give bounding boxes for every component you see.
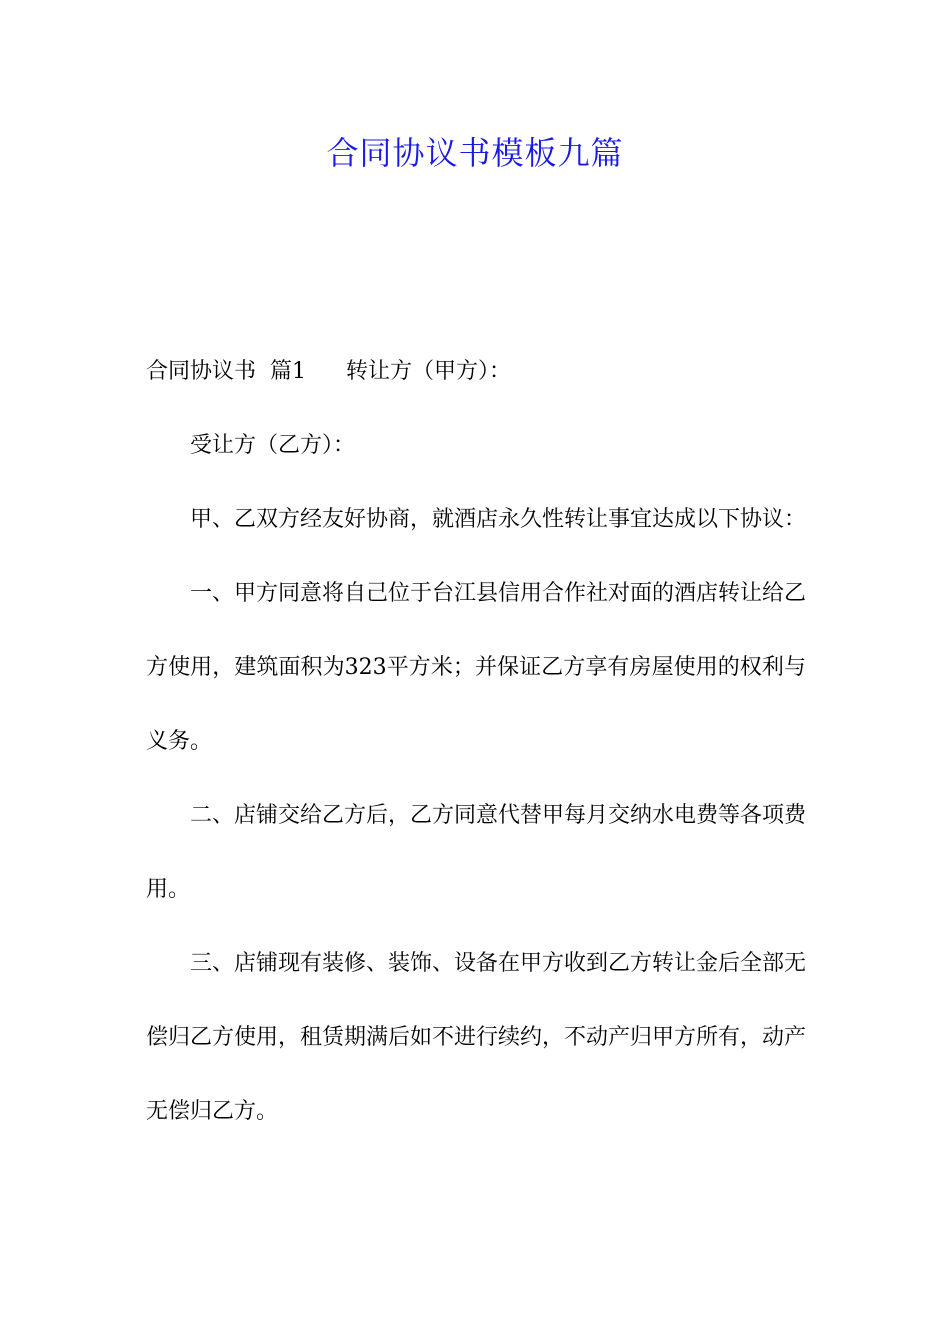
- intro-heading: 合同协议书: [146, 359, 257, 384]
- intro-line: [146, 335, 806, 409]
- document-body: [146, 335, 806, 1149]
- clause-2-paragraph: 二、店铺交给乙方后，乙方同意代替甲每月交纳水电费等各项费用。: [146, 803, 807, 902]
- clause-1-paragraph: 一、甲方同意将自己位于台江县信用合作社对面的酒店转让给乙方使用，建筑面积为323平方米；并保证乙方享有房屋使用的权利与义务。: [146, 581, 807, 754]
- party-b-paragraph: 受让方（乙方）：: [190, 433, 356, 458]
- agreement-preamble-paragraph: 甲、乙双方经友好协商，就酒店永久性转让事宜达成以下协议：: [190, 507, 807, 532]
- clause-3-paragraph: 三、店铺现有装修、装饰、设备在甲方收到乙方转让金后全部无偿归乙方使用，租赁期满后如不进行续约，不动产归甲方所有，动产无偿归乙方。: [146, 951, 807, 1124]
- intro-section: 篇1: [270, 359, 307, 384]
- party-a-label: 转让方（甲方）：: [346, 359, 512, 384]
- document-title: 合同协议书模板九篇: [326, 134, 624, 172]
